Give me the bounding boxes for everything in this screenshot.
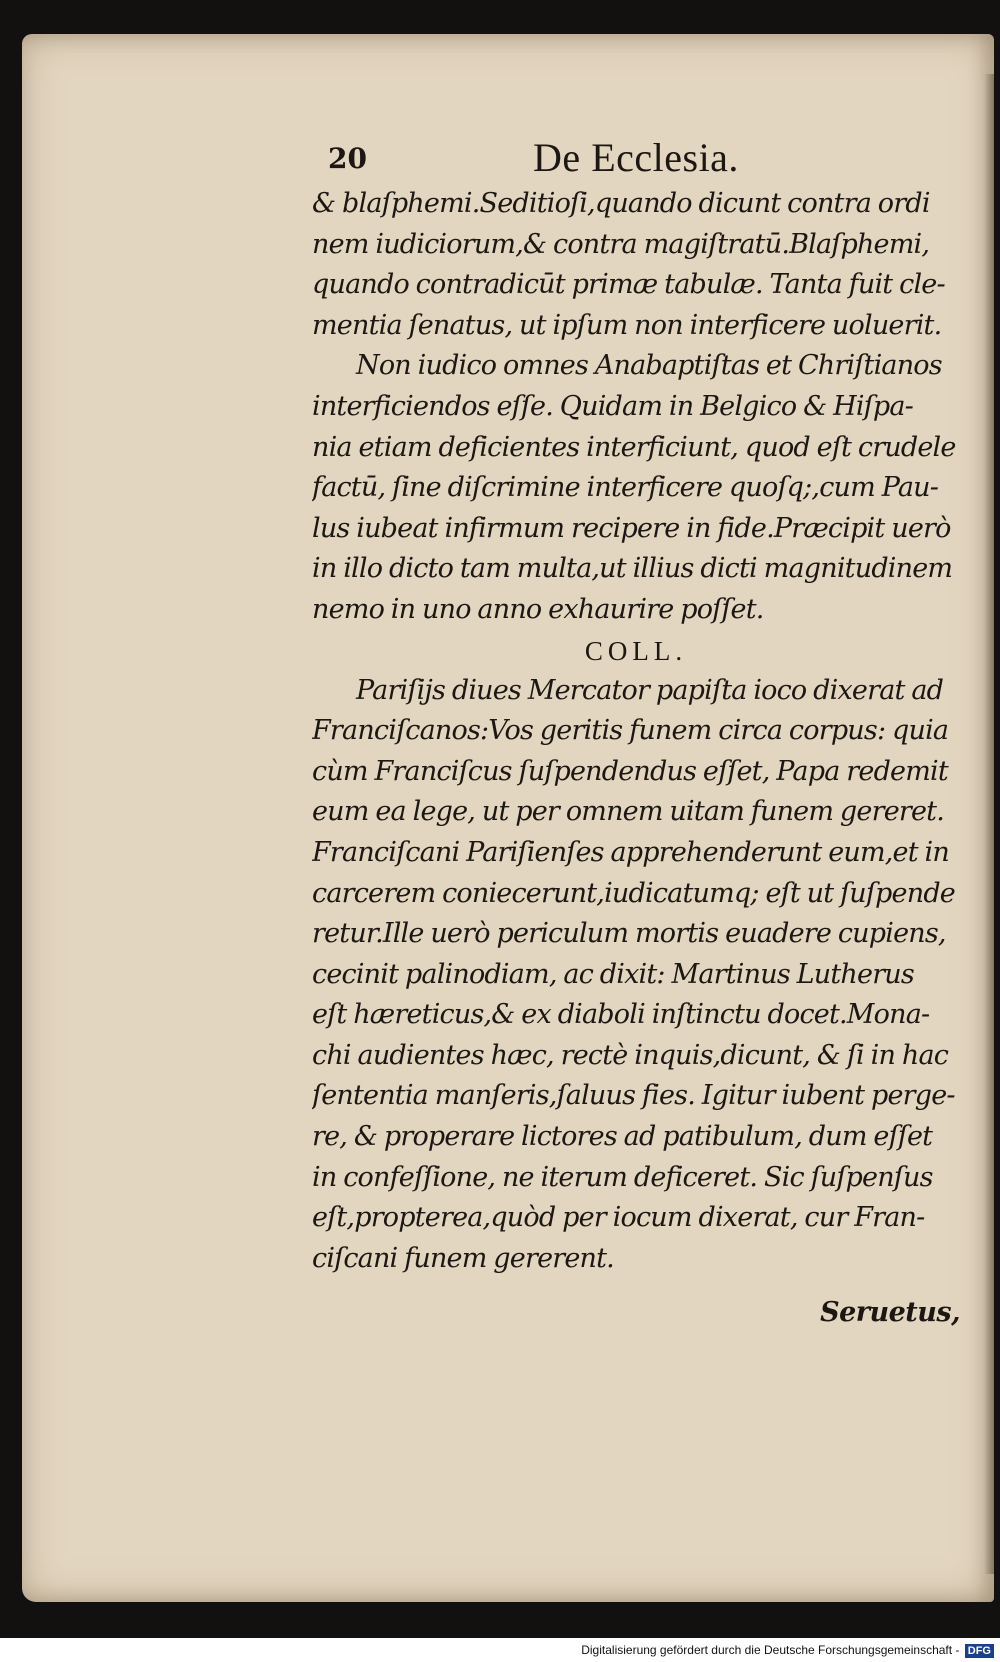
text-line: chi audientes hæc, rectè inquis,dicunt, & ſi in hac — [312, 1039, 949, 1071]
text-line: ſententia manſeris,ſaluus fies. Igitur iubent perge- — [312, 1080, 955, 1112]
digitization-credit: Digitalisierung gefördert durch die Deutsche Forschungsgemeinschaft - — [581, 1643, 960, 1657]
text-line: mentia ſenatus, ut ipſum non interficere uoluerit. — [312, 309, 942, 341]
text-line: in confeſſione, ne iterum deficeret. Sic ſuſpenſus — [312, 1161, 933, 1193]
section-heading: COLL. — [584, 635, 688, 666]
text-line: interficiendos eſſe. Quidam in Belgico & Hiſpa- — [312, 390, 913, 422]
text-line: in illo dicto tam multa,ut illius dicti magnitudinem — [312, 553, 953, 585]
text-line: Pariſijs diues Mercator papiſta ioco dixerat ad — [356, 674, 944, 706]
text-line: & blaſphemi.Seditioſi,quando dicunt contra ordi — [312, 188, 930, 219]
text-line: eum ea lege, ut per omnem uitam funem gereret. — [312, 796, 944, 828]
paragraph-block-2 — [312, 671, 960, 1280]
dfg-logo: DFG — [965, 1644, 994, 1658]
text-line: cùm Franciſcus ſuſpendendus eſſet, Papa redemit — [312, 755, 948, 787]
page-number: 20 — [328, 142, 367, 175]
text-line: retur.Ille uerò periculum mortis euadere cupiens, — [312, 918, 946, 950]
text-line: re, & properare lictores ad patibulum, dum eſſet — [312, 1121, 933, 1153]
text-line: Franciſcanos:Vos geritis funem circa corpus: quia — [312, 715, 949, 747]
text-line: eſt,propterea,quòd per iocum dixerat, cur Fran- — [312, 1202, 925, 1234]
text-line: Franciſcani Pariſienſes apprehenderunt eum,et in — [312, 836, 949, 868]
paragraph-block-1 — [312, 184, 960, 631]
page-edge-shadow — [984, 74, 994, 1574]
text-line: factū, ſine diſcrimine interficere quoſq;,cum Pau- — [312, 472, 939, 504]
running-title: De Ecclesia. — [533, 135, 739, 180]
text-line: quando contradicūt primæ tabulæ. Tanta fuit cle- — [312, 269, 945, 301]
text-line: Non iudico omnes Anabaptiſtas et Chriſtianos — [356, 350, 942, 382]
text-line: ciſcani funem gererent. — [312, 1242, 614, 1274]
running-head — [312, 134, 960, 184]
catchword: Seruetus, — [820, 1297, 960, 1329]
text-line: nia etiam deficientes interficiunt, quod eſt crudele — [312, 431, 956, 463]
text-line: nemo in uno anno exhaurire poſſet. — [312, 593, 764, 625]
text-line: lus iubeat infirmum recipere in fide.Præcipit uerò — [312, 512, 951, 544]
text-line: carcerem coniecerunt,iudicatumq; eſt ut ſuſpende — [312, 877, 955, 909]
text-line: eſt hæreticus,& ex diaboli inſtinctu docet.Mona- — [312, 999, 930, 1031]
text-block — [312, 134, 960, 1333]
digitization-credit-bar — [0, 1638, 1000, 1662]
text-line: cecinit palinodiam, ac dixit: Martinus Lutherus — [312, 958, 914, 990]
text-line: nem iudiciorum,& contra magiſtratū.Blaſphemi, — [312, 228, 930, 260]
